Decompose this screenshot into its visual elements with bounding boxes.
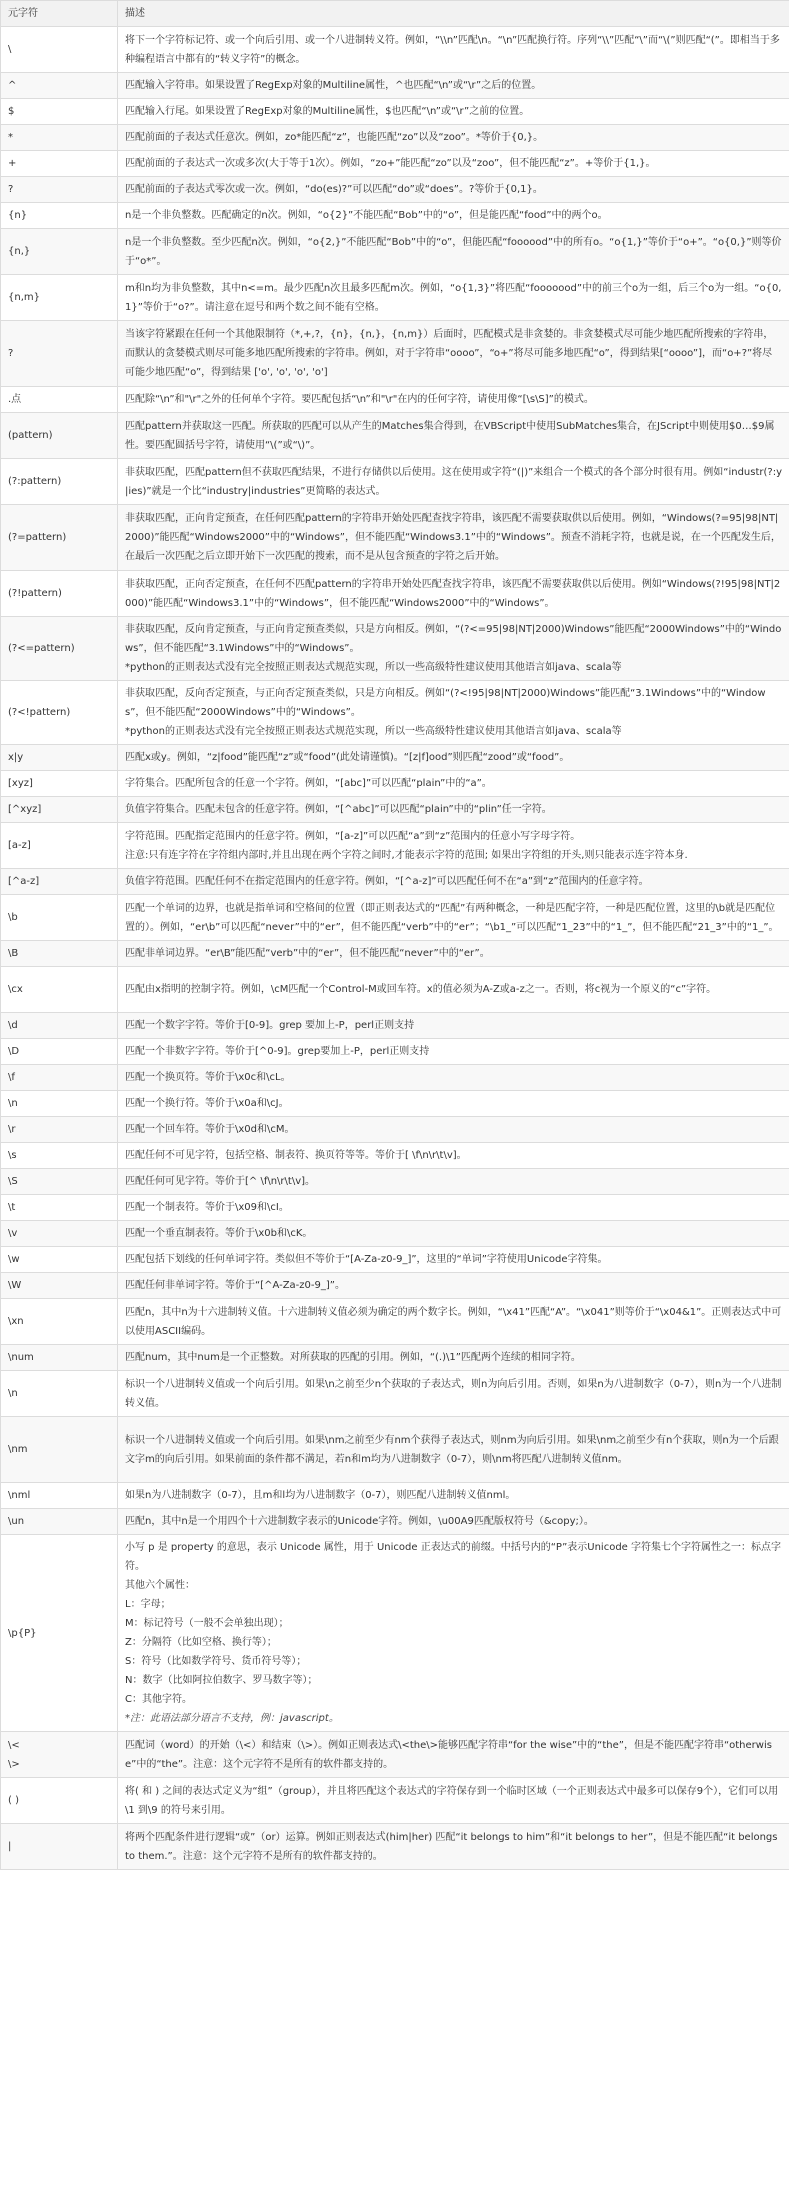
description-line: 匹配x或y。例如，“z|food”能匹配“z”或“food”(此处请谨慎)。“[z|f]ood”则匹配“zood”或“food”。 (125, 752, 570, 763)
description-cell (118, 1065, 789, 1091)
description-line: 匹配由x指明的控制字符。例如，\cM匹配一个Control-M或回车符。x的值必须为A-Z或a-z之一。否则，将c视为一个原义的“c”字符。 (125, 984, 717, 995)
description-line: *python的正则表达式没有完全按照正则表达式规范实现，所以一些高级特性建议使用其他语言如java、scala等 (125, 726, 622, 737)
table-row (1, 771, 789, 797)
description-line: 非获取匹配，正向肯定预查，在任何匹配pattern的字符串开始处匹配查找字符串，该匹配不需要获取供以后使用。例如，“Windows(?=95|98|NT|2000)”能匹配“Windows2000”中的“Windows”，但不能匹配“Windows3.1”中的“Windows”。预查不消耗字符，也就是说，在一个匹配发生后，在最后一次匹配之后立即开始下一次匹配的搜索，而不是从包含预查的字符之后开始。 (125, 513, 781, 562)
description-line: m和n均为非负整数，其中n<=m。最少匹配n次且最多匹配m次。例如，“o{1,3}”将匹配“fooooood”中的前三个o为一组，后三个o为一组。“o{0,1}”等价于“o?”。请注意在逗号和两个数之间不能有空格。 (125, 282, 782, 313)
table-row (1, 1117, 789, 1143)
metachar-cell: \nml (1, 1483, 118, 1509)
description-cell (118, 1824, 789, 1870)
metachar-cell: [^xyz] (1, 797, 118, 823)
table-row (1, 151, 789, 177)
table-row (1, 387, 789, 413)
table-body (1, 27, 789, 1870)
table-row (1, 1535, 789, 1732)
description-cell (118, 413, 789, 459)
metachar-cell: x|y (1, 745, 118, 771)
table-row (1, 1013, 789, 1039)
table-row (1, 1417, 789, 1483)
description-cell (118, 387, 789, 413)
header-description: 描述 (118, 1, 789, 27)
description-cell (118, 1371, 789, 1417)
table-row (1, 1778, 789, 1824)
metachar-cell: + (1, 151, 118, 177)
metachar-cell: \B (1, 941, 118, 967)
table-row (1, 571, 789, 617)
table-row (1, 125, 789, 151)
description-line: 匹配n，其中n为十六进制转义值。十六进制转义值必须为确定的两个数字长。例如，“\x41”匹配“A”。“\x041”则等价于“\x04&1”。正则表达式中可以使用ASCII编码。 (125, 1306, 782, 1337)
description-cell (118, 571, 789, 617)
table-row (1, 1091, 789, 1117)
metachar-cell: (pattern) (1, 413, 118, 459)
table-row (1, 229, 789, 275)
description-line: 注意:只有连字符在字符组内部时,并且出现在两个字符之间时,才能表示字符的范围; 如果出字符组的开头,则只能表示连字符本身. (125, 849, 688, 861)
metachar-cell: ( ) (1, 1778, 118, 1824)
table-row (1, 1143, 789, 1169)
description-line: 匹配一个单词的边界，也就是指单词和空格间的位置（即正则表达式的“匹配”有两种概念，一种是匹配字符，一种是匹配位置，这里的\b就是匹配位置的）。例如，“er\b”可以匹配“never”中的“er”，但不能匹配“verb”中的“er”；“\b1_”可以匹配“1_23”中的“1_”，但不能匹配“21_3”中的“1_”。 (125, 902, 779, 933)
table-row (1, 1299, 789, 1345)
table-row (1, 797, 789, 823)
metachar-cell: \p{P} (1, 1535, 118, 1732)
description-line: 匹配除“\n”和"\r"之外的任何单个字符。要匹配包括“\n”和"\r"在内的任何字符，请使用像“[\s\S]”的模式。 (125, 394, 594, 405)
metachar-cell: \s (1, 1143, 118, 1169)
description-cell (118, 177, 789, 203)
description-line: M：标记符号（一般不会单独出现）； (125, 1618, 289, 1629)
metachar-cell: \W (1, 1273, 118, 1299)
table-row (1, 681, 789, 745)
description-line: 匹配输入行尾。如果设置了RegExp对象的Multiline属性，$也匹配“\n”或“\r”之前的位置。 (125, 106, 530, 117)
metachar-cell: \un (1, 1509, 118, 1535)
metachar-cell: \cx (1, 967, 118, 1013)
table-row (1, 505, 789, 571)
description-line: 负值字符集合。匹配未包含的任意字符。例如，“[^abc]”可以匹配“plain”中的“plin”任一字符。 (125, 804, 552, 815)
description-line: S：符号（比如数学符号、货币符号等）； (125, 1656, 307, 1667)
metachar-cell: \< \> (1, 1732, 118, 1778)
description-cell (118, 1169, 789, 1195)
description-line: 字符范围。匹配指定范围内的任意字符。例如，“[a-z]”可以匹配“a”到“z”范围内的任意小写字母字符。 (125, 830, 581, 842)
description-line: n是一个非负整数。匹配确定的n次。例如，“o{2}”不能匹配“Bob”中的“o”，但是能匹配“food”中的两个o。 (125, 210, 608, 221)
metachar-cell: * (1, 125, 118, 151)
description-cell (118, 27, 789, 73)
header-metachar: 元字符 (1, 1, 118, 27)
description-cell (118, 941, 789, 967)
table-row (1, 1483, 789, 1509)
description-line: 匹配任何可见字符。等价于[^ \f\n\r\t\v]。 (125, 1176, 316, 1187)
description-line: 小写 p 是 property 的意思，表示 Unicode 属性，用于 Unicode 正表达式的前缀。中括号内的“P”表示Unicode 字符集七个字符属性之一：标点字符。 (125, 1542, 781, 1572)
description-cell (118, 1535, 789, 1732)
table-row (1, 275, 789, 321)
description-cell (118, 229, 789, 275)
description-line: 匹配任何不可见字符，包括空格、制表符、换页符等等。等价于[ \f\n\r\t\v]。 (125, 1150, 467, 1161)
table-row (1, 177, 789, 203)
description-cell (118, 1417, 789, 1483)
description-cell (118, 125, 789, 151)
metachar-cell: ? (1, 321, 118, 387)
description-cell (118, 967, 789, 1013)
metachar-cell: (?<=pattern) (1, 617, 118, 681)
metachar-cell: \w (1, 1247, 118, 1273)
description-line: 匹配输入字符串。如果设置了RegExp对象的Multiline属性，^也匹配“\n”或“\r”之后的位置。 (125, 80, 542, 91)
metachar-cell: ? (1, 177, 118, 203)
description-line: 将( 和 ) 之间的表达式定义为“组”（group），并且将匹配这个表达式的字符保存到一个临时区域（一个正则表达式中最多可以保存9个），它们可以用 \1 到\9 的符号来引用。 (125, 1785, 779, 1816)
metachar-cell: | (1, 1824, 118, 1870)
table-row (1, 1221, 789, 1247)
description-cell (118, 1483, 789, 1509)
description-cell (118, 1221, 789, 1247)
metachar-cell: [xyz] (1, 771, 118, 797)
description-cell (118, 1117, 789, 1143)
metachar-cell: \n (1, 1371, 118, 1417)
description-line: 如果n为八进制数字（0-7），且m和l均为八进制数字（0-7），则匹配八进制转义值nml。 (125, 1490, 516, 1501)
description-line: n是一个非负整数。至少匹配n次。例如，“o{2,}”不能匹配“Bob”中的“o”，但能匹配“foooood”中的所有o。“o{1,}”等价于“o+”。“o{0,}”则等价于“o*”。 (125, 236, 782, 267)
table-row (1, 321, 789, 387)
description-cell (118, 771, 789, 797)
description-line: 匹配非单词边界。“er\B”能匹配“verb”中的“er”，但不能匹配“never”中的“er”。 (125, 948, 490, 959)
table-row (1, 1371, 789, 1417)
description-line: N：数字（比如阿拉伯数字、罗马数字等）； (125, 1675, 318, 1686)
description-cell (118, 1509, 789, 1535)
description-cell (118, 797, 789, 823)
description-cell (118, 1273, 789, 1299)
description-line: 非获取匹配，反向否定预查，与正向否定预查类似，只是方向相反。例如“(?<!95|98|NT|2000)Windows”能匹配“3.1Windows”中的“Windows”，但不能匹配“2000Windows”中的“Windows”。 (125, 688, 766, 718)
description-line: 匹配num，其中num是一个正整数。对所获取的匹配的引用。例如，“(.)\1”匹配两个连续的相同字符。 (125, 1352, 581, 1363)
description-cell (118, 681, 789, 745)
description-cell (118, 1091, 789, 1117)
description-cell (118, 745, 789, 771)
description-line: 标识一个八进制转义值或一个向后引用。如果\n之前至少n个获取的子表达式，则n为向后引用。否则，如果n为八进制数字（0-7），则n为一个八进制转义值。 (125, 1378, 782, 1409)
description-cell (118, 823, 789, 869)
table-row (1, 941, 789, 967)
description-line: 字符集合。匹配所包含的任意一个字符。例如，“[abc]”可以匹配“plain”中的“a”。 (125, 778, 492, 789)
description-line: 匹配词（word）的开始（\<）和结束（\>）。例如正则表达式\<the\>能够匹配字符串“for the wise”中的“the”，但是不能匹配字符串“otherwise”中的“the”。注意：这个元字符不是所有的软件都支持的。 (125, 1739, 772, 1770)
metachar-cell: \D (1, 1039, 118, 1065)
metachar-cell: (?<!pattern) (1, 681, 118, 745)
description-line: 匹配一个制表符。等价于\x09和\cI。 (125, 1202, 289, 1213)
table-row (1, 967, 789, 1013)
description-cell (118, 151, 789, 177)
description-line: 将两个匹配条件进行逻辑“或”（or）运算。例如正则表达式(him|her) 匹配“it belongs to him”和“it belongs to her”，但是不能匹配“it belongs to them.”。注意：这个元字符不是所有的软件都支持的。 (125, 1831, 778, 1862)
metachar-cell: \b (1, 895, 118, 941)
table-row (1, 823, 789, 869)
metachar-cell: (?!pattern) (1, 571, 118, 617)
description-line: 匹配一个换页符。等价于\x0c和\cL。 (125, 1072, 291, 1083)
description-line: 匹配一个换行符。等价于\x0a和\cJ。 (125, 1098, 289, 1109)
metachar-cell: \S (1, 1169, 118, 1195)
header-row (1, 1, 789, 27)
metachar-cell: \f (1, 1065, 118, 1091)
description-cell (118, 1143, 789, 1169)
description-line: 匹配包括下划线的任何单词字符。类似但不等价于“[A-Za-z0-9_]”，这里的“单词”字符使用Unicode字符集。 (125, 1254, 608, 1265)
table-row (1, 1824, 789, 1870)
description-cell (118, 505, 789, 571)
description-cell (118, 1195, 789, 1221)
table-row (1, 1273, 789, 1299)
metachar-cell: [a-z] (1, 823, 118, 869)
description-cell (118, 617, 789, 681)
metachar-cell: \v (1, 1221, 118, 1247)
description-line: 匹配n，其中n是一个用四个十六进制数字表示的Unicode字符。例如，\u00A9匹配版权符号（&copy;）。 (125, 1516, 594, 1527)
table-row (1, 73, 789, 99)
table-row (1, 1195, 789, 1221)
table-row (1, 203, 789, 229)
description-cell (118, 1299, 789, 1345)
description-line: 标识一个八进制转义值或一个向后引用。如果\nm之前至少有nm个获得子表达式，则nm为向后引用。如果\nm之前至少有n个获取，则n为一个后跟文字m的向后引用。如果前面的条件都不满足，若n和m均为八进制数字（0-7），则\nm将匹配八进制转义值nm。 (125, 1434, 779, 1465)
table-row (1, 745, 789, 771)
metachar-cell: \r (1, 1117, 118, 1143)
metachar-cell: {n,} (1, 229, 118, 275)
table-row (1, 895, 789, 941)
description-cell (118, 275, 789, 321)
metachar-cell: \t (1, 1195, 118, 1221)
description-note: *注：此语法部分语言不支持，例：javascript。 (125, 1713, 339, 1724)
description-line: 负值字符范围。匹配任何不在指定范围内的任意字符。例如，“[^a-z]”可以匹配任何不在“a”到“z”范围内的任意字符。 (125, 876, 649, 887)
description-cell (118, 1345, 789, 1371)
metachar-cell: {n,m} (1, 275, 118, 321)
description-cell (118, 895, 789, 941)
description-line: 匹配前面的子表达式任意次。例如，zo*能匹配“z”，也能匹配“zo”以及“zoo”。*等价于{0,}。 (125, 132, 544, 143)
table-row (1, 413, 789, 459)
description-line: 其他六个属性： (125, 1580, 195, 1591)
metachar-cell: {n} (1, 203, 118, 229)
description-line: 匹配一个回车符。等价于\x0d和\cM。 (125, 1124, 295, 1135)
metachar-cell: \d (1, 1013, 118, 1039)
description-line: 非获取匹配，匹配pattern但不获取匹配结果，不进行存储供以后使用。这在使用或字符“(|)”来组合一个模式的各个部分时很有用。例如“industr(?:y|ies)”就是一个比“industry|industries”更简略的表达式。 (125, 466, 782, 497)
description-cell (118, 73, 789, 99)
table-row (1, 1732, 789, 1778)
description-line: 匹配pattern并获取这一匹配。所获取的匹配可以从产生的Matches集合得到，在VBScript中使用SubMatches集合，在JScript中则使用$0…$9属性。要匹配圆括号字符，请使用“\(”或“\)”。 (125, 420, 775, 451)
description-line: 当该字符紧跟在任何一个其他限制符（*,+,?，{n}，{n,}，{n,m}）后面时，匹配模式是非贪婪的。非贪婪模式尽可能少地匹配所搜索的字符串，而默认的贪婪模式则尽可能多地匹配所搜索的字符串。例如，对于字符串“oooo”，“o+”将尽可能多地匹配“o”，得到结果[“oooo”]，而“o+?”将尽可能少地匹配“o”，得到结果 ['o', 'o', 'o', 'o'] (125, 329, 774, 378)
metachar-cell: \num (1, 1345, 118, 1371)
metachar-cell: [^a-z] (1, 869, 118, 895)
table-row (1, 1345, 789, 1371)
description-line: 匹配一个非数字字符。等价于[^0-9]。grep要加上-P，perl正则支持 (125, 1046, 430, 1057)
description-line: 匹配前面的子表达式一次或多次(大于等于1次）。例如，“zo+”能匹配“zo”以及“zoo”，但不能匹配“z”。+等价于{1,}。 (125, 158, 656, 169)
description-cell (118, 321, 789, 387)
metachar-cell: .点 (1, 387, 118, 413)
description-line: 匹配前面的子表达式零次或一次。例如，“do(es)?”可以匹配“do”或“does”。?等价于{0,1}。 (125, 184, 543, 195)
description-cell (118, 869, 789, 895)
table-row (1, 99, 789, 125)
table-row (1, 1065, 789, 1091)
metachar-cell: $ (1, 99, 118, 125)
table-row (1, 1247, 789, 1273)
metachar-cell: \nm (1, 1417, 118, 1483)
table-row (1, 1039, 789, 1065)
description-cell (118, 1039, 789, 1065)
description-line: 非获取匹配，正向否定预查，在任何不匹配pattern的字符串开始处匹配查找字符串，该匹配不需要获取供以后使用。例如“Windows(?!95|98|NT|2000)”能匹配“Windows3.1”中的“Windows”，但不能匹配“Windows2000”中的“Windows”。 (125, 578, 781, 609)
description-cell (118, 459, 789, 505)
table-row (1, 1509, 789, 1535)
metachar-cell: (?=pattern) (1, 505, 118, 571)
metachar-cell: \n (1, 1091, 118, 1117)
description-line: C：其他字符。 (125, 1694, 192, 1705)
description-cell (118, 1247, 789, 1273)
description-cell (118, 1732, 789, 1778)
table-row (1, 1169, 789, 1195)
description-line: 匹配一个垂直制表符。等价于\x0b和\cK。 (125, 1228, 313, 1239)
description-line: L：字母； (125, 1599, 171, 1610)
metachar-cell: (?:pattern) (1, 459, 118, 505)
table-row (1, 27, 789, 73)
description-cell (118, 1013, 789, 1039)
table-row (1, 617, 789, 681)
description-cell (118, 1778, 789, 1824)
metachar-cell: ^ (1, 73, 118, 99)
metachar-cell: \ (1, 27, 118, 73)
description-line: Z：分隔符（比如空格、换行等）； (125, 1637, 277, 1648)
description-cell (118, 203, 789, 229)
table-row (1, 869, 789, 895)
metachar-cell: \xn (1, 1299, 118, 1345)
table-row (1, 459, 789, 505)
description-line: 匹配任何非单词字符。等价于“[^A-Za-z0-9_]”。 (125, 1280, 345, 1291)
description-line: 非获取匹配，反向肯定预查，与正向肯定预查类似，只是方向相反。例如，“(?<=95|98|NT|2000)Windows”能匹配“2000Windows”中的“Windows”，但不能匹配“3.1Windows”中的“Windows”。 (125, 624, 782, 654)
description-cell (118, 99, 789, 125)
table-header (1, 1, 789, 27)
description-line: 将下一个字符标记符、或一个向后引用、或一个八进制转义符。例如，“\\n”匹配\n。“\n”匹配换行符。序列“\\”匹配“\”而“\(”则匹配“(”。即相当于多种编程语言中都有的“转义字符”的概念。 (125, 34, 780, 65)
description-line: 匹配一个数字字符。等价于[0-9]。grep 要加上-P，perl正则支持 (125, 1020, 415, 1031)
description-line: *python的正则表达式没有完全按照正则表达式规范实现，所以一些高级特性建议使用其他语言如java、scala等 (125, 662, 622, 673)
